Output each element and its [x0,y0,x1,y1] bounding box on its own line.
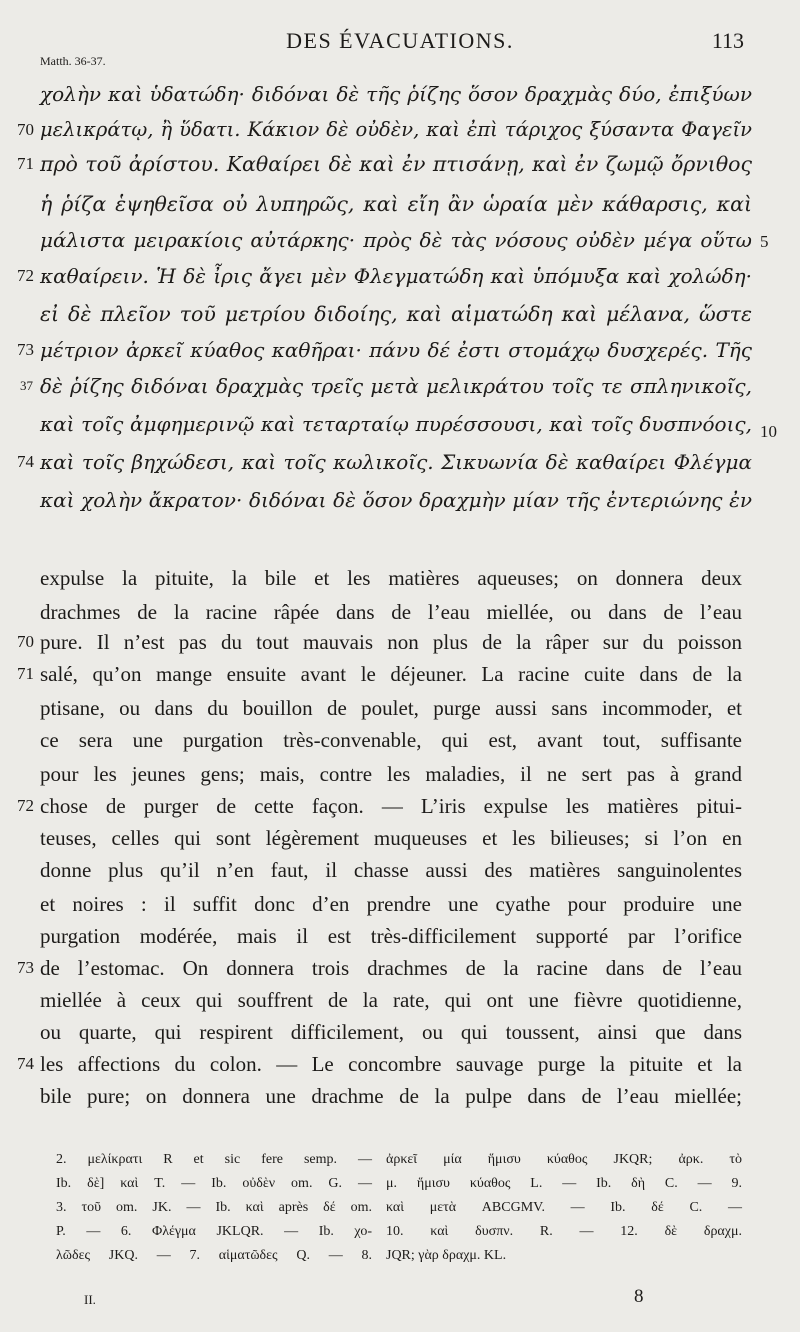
greek-line: μάλιστα μειρακίοις αὐτάρκης· πρὸς δὲ τὰς νόσους οὐδὲν μέγα οὕτω [40,228,752,252]
french-line: salé, qu’on mange ensuite avant le déjeuner. La racine cuite dans de la [40,662,742,686]
greek-line-number: 71 [17,154,34,173]
greek-line: καὶ χολὴν ἄκρατον· διδόναι δὲ ὅσον δραχμὴν μίαν τῆς ἐντεριώνης ἐν [40,488,752,512]
french-line: les affections du colon. — Le concombre sauvage purge la pituite et la [40,1052,742,1076]
greek-line-number: 70 [17,120,34,139]
apparatus-line: μ. ἥμισυ κύαθος L. — Ib. δὴ C. — 9. [386,1176,742,1191]
reference-note: Matth. 36-37. [40,54,106,68]
page-number: 113 [711,28,744,53]
french-line: bile pure; on donnera une drachme de la pulpe dans de l’eau miellée; [40,1084,742,1108]
french-line: expulse la pituite, la bile et les matières aqueuses; on donnera deux [40,566,742,590]
french-line: ou quarte, qui respirent difficilement, ou qui toussent, ainsi que dans [40,1020,742,1044]
french-line: drachmes de la racine râpée dans de l’eau miellée, ou dans de l’eau [40,600,742,624]
apparatus-column-left [56,1148,372,1268]
french-line-number: 72 [17,796,34,815]
running-title: DES ÉVACUATIONS. [286,28,514,53]
apparatus-line: P. — 6. Φλέγμα JKLQR. — Ib. χο- [56,1224,372,1239]
french-line: ptisane, ou dans du bouillon de poulet, purge aussi sans incommoder, et [40,696,742,720]
greek-line: πρὸ τοῦ ἀρίστου. Καθαίρει δὲ καὶ ἐν πτισάνῃ, καὶ ἐν ζωμῷ ὄρνιθος [40,152,752,176]
greek-line-number: 72 [17,266,34,285]
apparatus-column-right [386,1148,742,1268]
apparatus-line: ἀρκεῖ μία ἥμισυ κύαθος JKQR; ἀρκ. τὸ [386,1152,742,1167]
french-line: pure. Il n’est pas du tout mauvais non plus de la râper sur du poisson [40,630,742,654]
greek-line: δὲ ῥίζης διδόναι δραχμὰς τρεῖς μετὰ μελικράτου τοῖς τε σπληνικοῖς, [40,374,752,398]
greek-line: μελικράτῳ, ἢ ὕδατι. Κάκιον δὲ οὐδὲν, καὶ ἐπὶ τάριχος ξύσαντα Φαγεῖν [40,118,752,141]
french-line: pour les jeunes gens; mais, contre les maladies, il ne sert pas à grand [40,762,742,786]
greek-line-number: 37 [20,378,33,393]
french-line: chose de purger de cette façon. — L’iris expulse les matières pitui- [40,794,742,818]
running-head [0,28,800,58]
greek-line-number: 74 [17,452,34,471]
greek-line: χολὴν καὶ ὑδατώδη· διδόναι δὲ τῆς ῥίζης ὅσον δραχμὰς δύο, ἐπιξύων [40,82,752,106]
french-line-number: 73 [17,958,34,977]
greek-line: καὶ τοῖς ἀμφημερινῷ καὶ τεταρταίῳ πυρέσσουσι, καὶ τοῖς δυσπνόοις, [40,412,752,436]
french-line: teuses, celles qui sont légèrement muqueuses et les bilieuses; si l’on en [40,826,742,850]
sheet-signature: 8 [634,1286,644,1307]
apparatus-line: 10. καὶ δυσπν. R. — 12. δὲ δραχμ. [386,1224,742,1239]
volume-signature: II. [84,1292,96,1307]
french-line: miellée à ceux qui souffrent de la rate, qui ont une fièvre quotidienne, [40,988,742,1012]
greek-line: καὶ τοῖς βηχώδεσι, καὶ τοῖς κωλικοῖς. Σικυωνία δὲ καθαίρει Φλέγμα [40,450,752,474]
apparatus-line: 2. μελίκρατι R et sic fere semp. — [56,1152,372,1167]
apparatus-line: λῶδες JKQ. — 7. αἱματῶδες Q. — 8. [56,1248,372,1263]
french-line: ce sera une purgation très-convenable, qui est, avant tout, suffisante [40,728,742,752]
french-line: de l’estomac. On donnera trois drachmes de la racine dans de l’eau [40,956,742,980]
french-line: et noires : il suffit donc d’en prendre une cyathe pour produire une [40,892,742,916]
apparatus-line: 3. τοῦ om. JK. — Ib. καὶ après δέ om. [56,1200,372,1215]
apparatus-line: Ib. δὲ] καὶ T. — Ib. οὐδὲν om. G. — [56,1176,372,1191]
french-line-number: 74 [17,1054,34,1073]
greek-line: μέτριον ἀρκεῖ κύαθος καθῆραι· πάνυ δέ ἐστι στομάχῳ δυσχερές. Τῆς [40,338,752,362]
french-line-number: 71 [17,664,34,683]
greek-line: εἰ δὲ πλεῖον τοῦ μετρίου διδοίης, καὶ αἱματώδη καὶ μέλανα, ὥστε [40,302,752,326]
greek-line-count: 10 [760,422,777,441]
greek-line-number: 73 [17,340,34,359]
french-line-number: 70 [17,632,34,651]
apparatus-line: καὶ μετὰ ABCGMV. — Ib. δέ C. — [386,1200,742,1215]
greek-line: καθαίρειν. Ἡ δὲ ἶρις ἄγει μὲν Φλεγματώδη καὶ ὑπόμυξα καὶ χολώδη· [40,264,752,288]
french-line: donne plus qu’il n’en faut, il chasse aussi des matières sanguinolentes [40,858,742,882]
apparatus-line: JQR; γὰρ δραχμ. KL. [386,1248,507,1263]
greek-line: ἡ ῥίζα ἑψηθεῖσα οὐ λυπηρῶς, καὶ εἴη ἂν ὡραία μὲν κάθαρσις, καὶ [40,192,752,216]
greek-line-count: 5 [760,232,769,251]
french-line: purgation modérée, mais il est très-difficilement supporté par l’orifice [40,924,742,948]
